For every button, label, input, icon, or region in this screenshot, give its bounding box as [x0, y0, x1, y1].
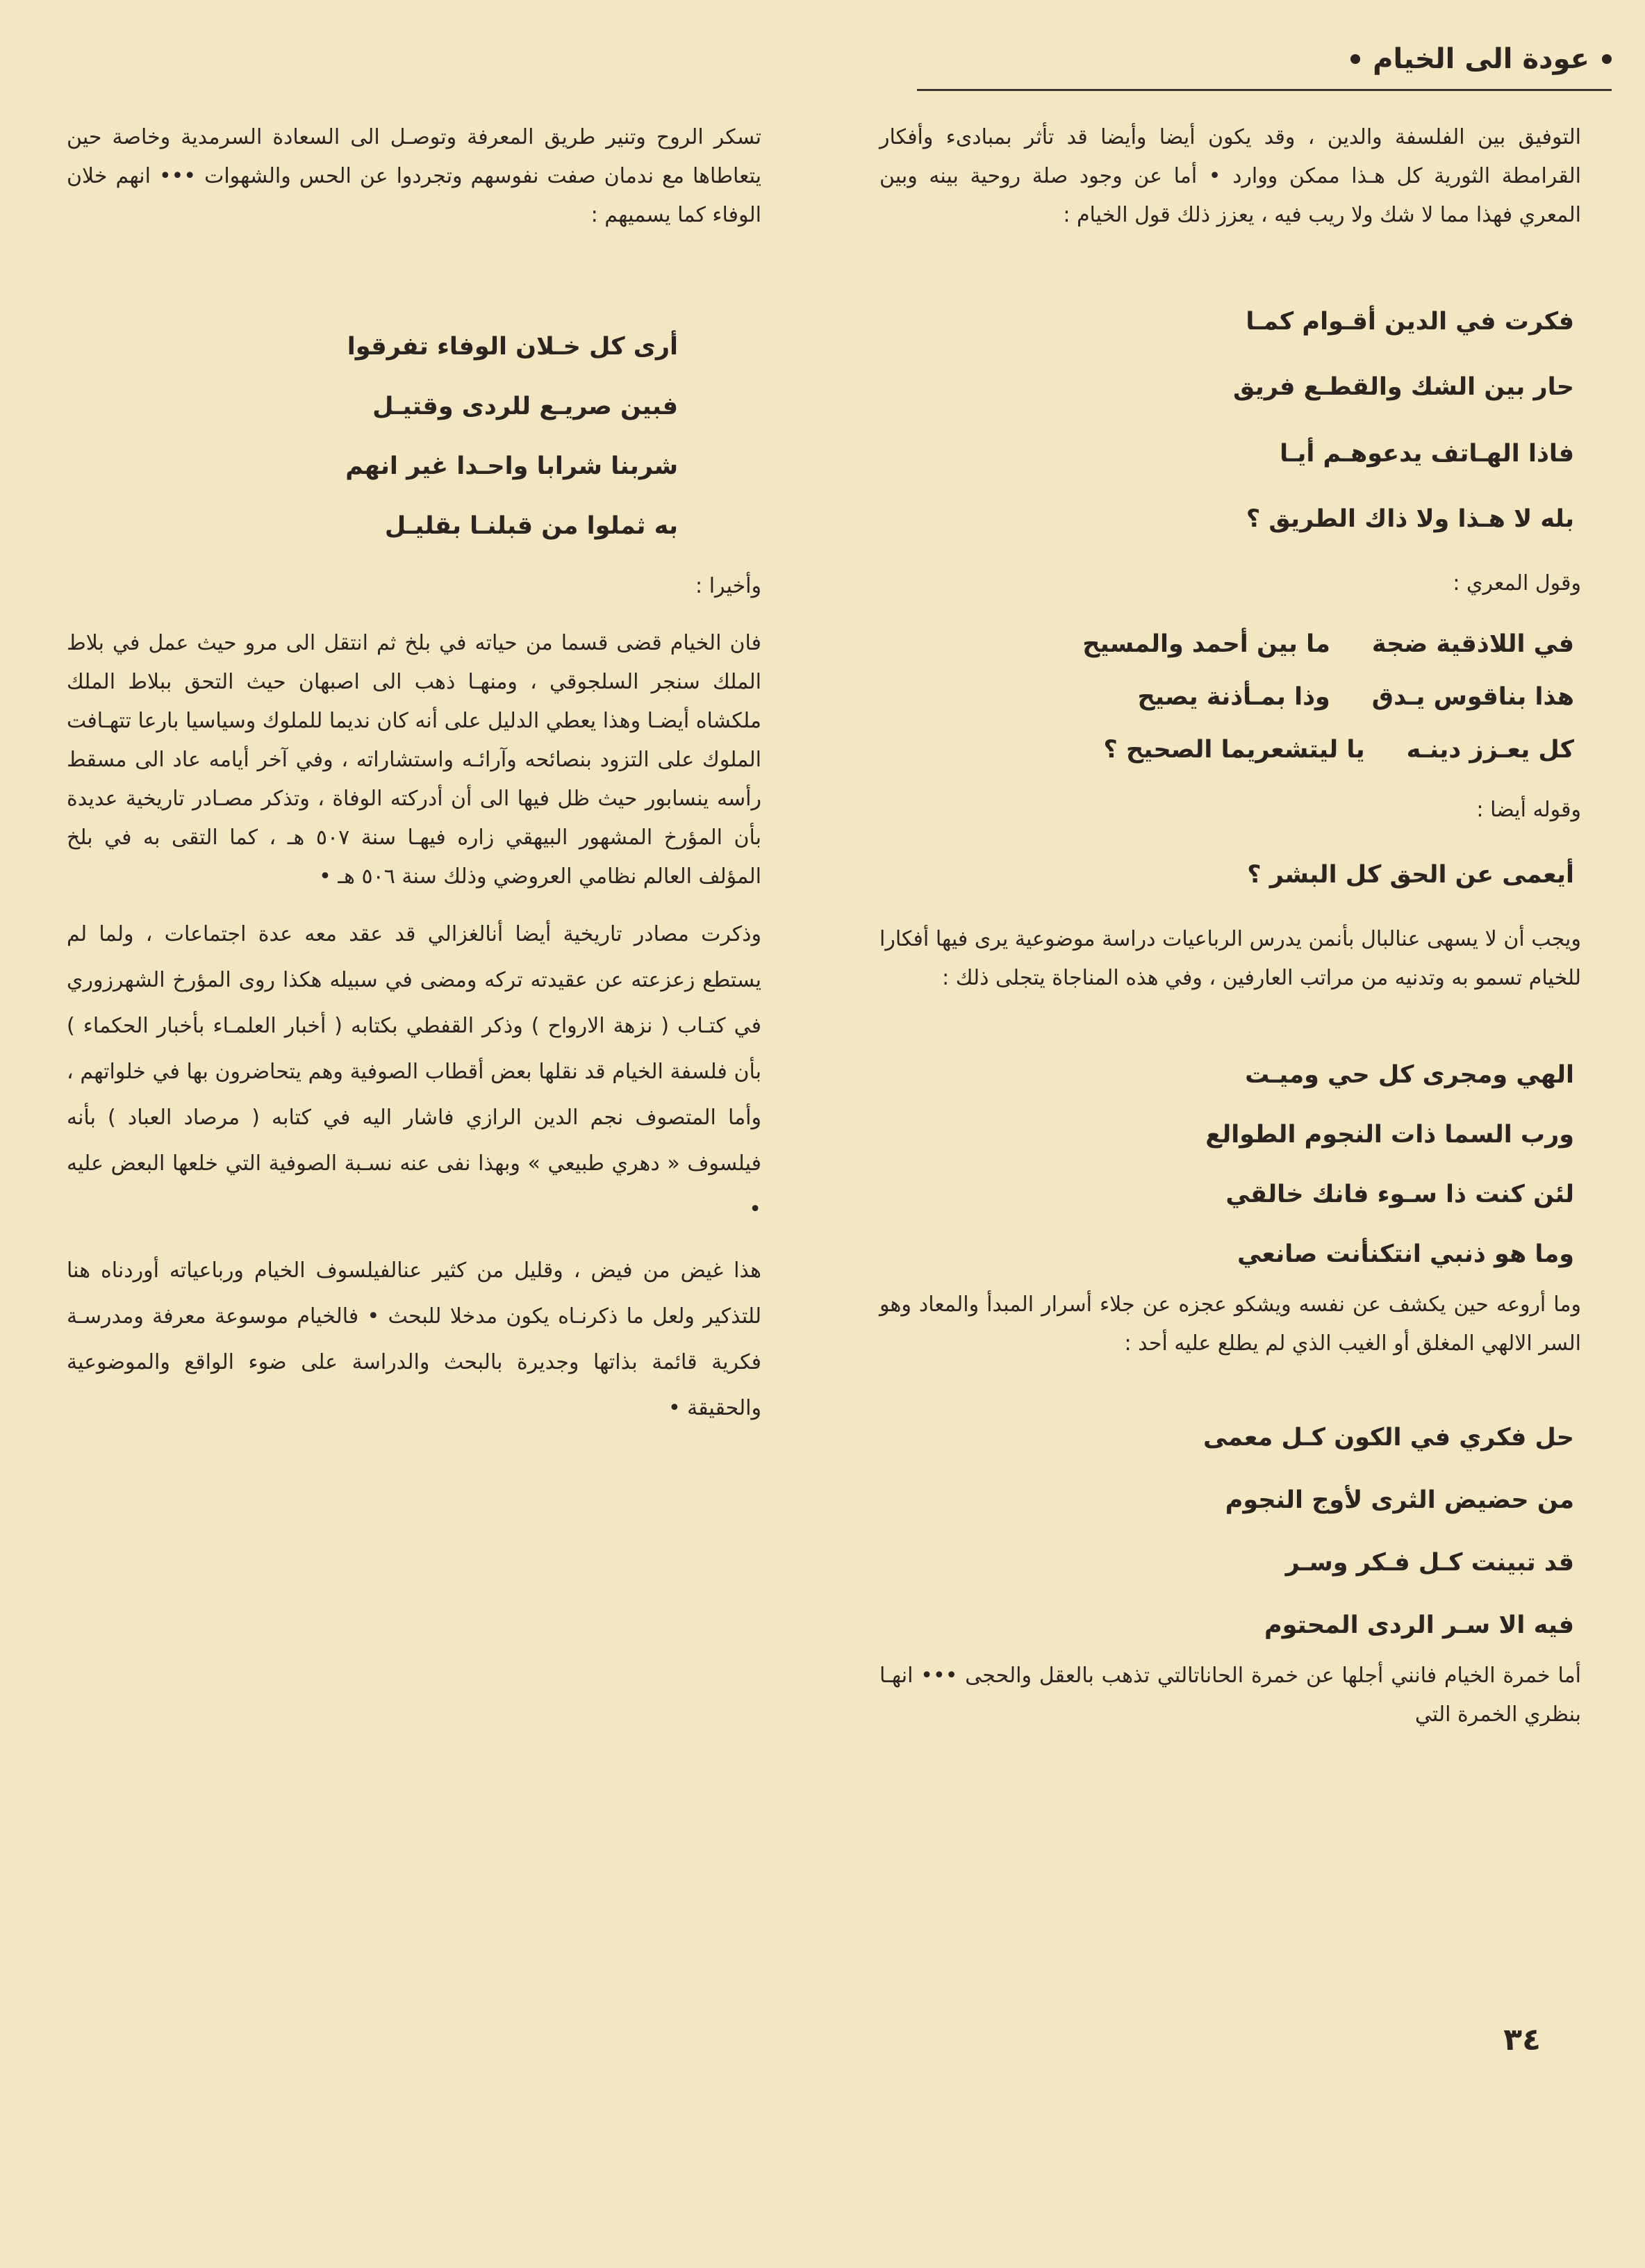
- left-column: [67, 118, 761, 1431]
- verse-row: [879, 681, 1581, 713]
- running-header: [834, 43, 1612, 75]
- paragraph: ويجب أن لا يسهى عنالبال بأنمن يدرس الرباعيات دراسة موضوعية يرى فيها أفكارا للخيام تسمو به وتدنيه من مراتب العارفين ، وفي هذه المناجاة يتجلى ذلك :: [879, 927, 1581, 990]
- page-number: ٣٤: [1503, 2022, 1541, 2057]
- khayyam-poem: [879, 306, 1581, 535]
- verse-hemistich: هذا بناقوس يـدق: [1371, 683, 1574, 711]
- verse-line: به ثملوا من قبلنـا بقليـل: [384, 512, 678, 540]
- quote-label: وقوله أيضا :: [1476, 798, 1581, 822]
- verse-line: فيه الا سـر الردى المحتوم: [1264, 1611, 1574, 1639]
- verse-line: فكرت في الدين أقـوام كمـا: [1246, 308, 1574, 336]
- verse-hemistich: ما بين أحمد والمسيح: [1082, 630, 1330, 658]
- verse-line: ورب السما ذات النجوم الطوالع: [1205, 1121, 1574, 1149]
- quote-label: وقول المعري :: [1453, 571, 1581, 595]
- paragraph: التوفيق بين الفلسفة والدين ، وقد يكون أيضا وأيضا قد تأثر بمبادىء وأفكار القرامطة الثورية كل هـذا ممكن ووارد • أما عن وجود صلة روحية بينه وبين المعري فهذا مما لا شك ولا ريب فيه ، يعزز ذلك قول الخيام :: [879, 125, 1581, 227]
- secret-poem: [879, 1422, 1581, 1641]
- right-column: [879, 118, 1581, 1734]
- verse-hemistich: في اللاذقية ضجة: [1371, 630, 1574, 658]
- verse-line: فبين صريـع للردى وقتيـل: [372, 393, 678, 420]
- friends-poem: [67, 331, 761, 542]
- verse-line: قد تبينت كـل فـكر وسـر: [1285, 1549, 1574, 1577]
- verse-line: لئن كنت ذا سـوء فانك خالقي: [1225, 1181, 1574, 1208]
- header-divider: [917, 89, 1612, 91]
- maarri-poem: [879, 628, 1581, 766]
- verse-line: الهي ومجرى كل حي وميـت: [1245, 1061, 1574, 1089]
- verse-hemistich: كل يعـزز دينـه: [1406, 736, 1574, 764]
- verse-row: [879, 628, 1581, 660]
- verse-line: فاذا الهـاتف يدعوهـم أيـا: [1280, 440, 1574, 468]
- paragraph: وذكرت مصادر تاريخية أيضا أنالغزالي قد عقد معه عدة اجتماعات ، ولما لم يستطع زعزعته عن عقيدته تركه ومضى في سبيله هكذا روى المؤرخ الشهرزوري في كتـاب ( نزهة الارواح ) وذكر القفطي بكتابه ( أخبار العلمـاء بأخبار الحكماء ) بأن فلسفة الخيام قد نقلها بعض أقطاب الصوفية وهم يتحاضرون بها في خلواتهم ، وأما المتصوف نجم الدين الرازي فاشار اليه في كتابه ( مرصاد العباد ) بأنه فيلسوف « دهري طبيعي » وبهذا نفى عنه نسـبة الصوفية التي خلعها البعض عليه •: [67, 922, 761, 1222]
- verse-line: بله لا هـذا ولا ذاك الطريق ؟: [1246, 505, 1574, 533]
- verse-row: [879, 734, 1581, 766]
- verse-line: وما هو ذنبي انتكنأنت صانعي: [1237, 1240, 1574, 1268]
- verse-line: حل فكري في الكون كـل معمى: [1202, 1424, 1574, 1452]
- verse-line: شربنا شرابا واحـدا غير انهم: [345, 452, 678, 480]
- verse-line: من حضيض الثرى لأوج النجوم: [1225, 1486, 1574, 1514]
- paragraph: وما أروعه حين يكشف عن نفسه ويشكو عجزه عن جلاء أسرار المبدأ والمعاد وهو السر الالهي المغلق أو الغيب الذي لم يطلع عليه أحد :: [879, 1292, 1581, 1356]
- paragraph: أما خمرة الخيام فانني أجلها عن خمرة الحاناتالتي تذهب بالعقل والحجى ••• انهـا بنظري الخمرة التي: [879, 1663, 1581, 1727]
- verse-line: أرى كل خـلان الوفاء تفرقوا: [347, 333, 678, 361]
- quote-label: وأخيرا :: [695, 574, 761, 598]
- verse-hemistich: يا ليتشعريما الصحيح ؟: [1103, 736, 1365, 764]
- paragraph: فان الخيام قضى قسما من حياته في بلخ ثم انتقل الى مرو حيث عمل في بلاط الملك سنجر السلجوقي ، ومنهـا ذهب الى اصبهان حيث التحق ببلاط الملك ملكشاه أيضـا وهذا يعطي الدليل على أنه كان نديما للملوك وسياسيا بارعا تتهـافت الملوك على التزود بنصائحه وآرائـه واستشاراته ، وفي آخر أيامه عاد الى مسقط رأسه ينسابور حيث ظل فيها الى أن أدركته الوفاة ، وتذكر مصـادر تاريخية عديدة بأن المؤرخ المشهور البيهقي زاره فيهـا سنة ٥٠٧ هـ ، كما التقى به في بلخ المؤلف العالم نظامي العروضي وذلك سنة ٥٠٦ هـ •: [67, 631, 761, 889]
- paragraph: تسكر الروح وتنير طريق المعرفة وتوصـل الى السعادة السرمدية وخاصة حين يتعاطاها مع ندمان صفت نفوسهم وتجردوا عن الحس والشهوات ••• انهم خلان الوفاء كما يسميهم :: [67, 125, 761, 227]
- prayer-poem: [879, 1059, 1581, 1270]
- verse-line: أيعمى عن الحق كل البشر ؟: [1247, 861, 1574, 889]
- bullet-icon: [1350, 54, 1360, 64]
- verse-hemistich: وذا بمـأذنة يصيح: [1137, 683, 1330, 711]
- bullet-icon: [1602, 54, 1612, 64]
- verse-line: حار بين الشك والقطـع فريق: [1233, 373, 1574, 401]
- header-title: عودة الى الخيام: [1373, 43, 1589, 75]
- paragraph: هذا غيض من فيض ، وقليل من كثير عنالفيلسوف الخيام ورباعياته أوردناه هنا للتذكير ولعل ما ذكرنـاه يكون مدخلا للبحث • فالخيام موسوعة معرفة ومدرسـة فكرية قائمة بذاتها وجديرة بالبحث والدراسة على ضوء الواقع والموضوعية والحقيقة •: [67, 1258, 761, 1420]
